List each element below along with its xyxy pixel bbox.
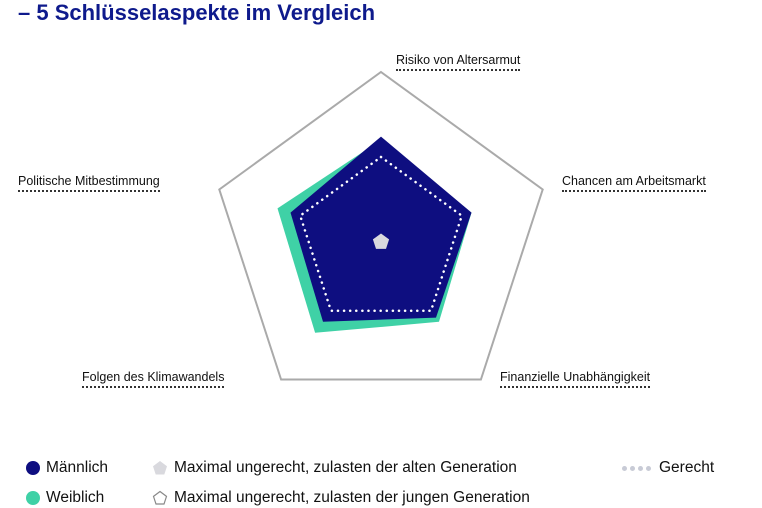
filled-pentagon-icon bbox=[152, 460, 168, 476]
outline-pentagon-icon bbox=[152, 490, 168, 506]
legend-label-gerecht: Gerecht bbox=[659, 459, 715, 476]
legend-label-weiblich: Weiblich bbox=[46, 489, 105, 506]
legend-label-max-alt: Maximal ungerecht, zulasten der alten Generation bbox=[174, 459, 517, 476]
legend-label-max-jung: Maximal ungerecht, zulasten der jungen Generation bbox=[174, 489, 530, 506]
dotted-line-icon bbox=[622, 466, 651, 471]
axis-label-altersarmut: Risiko von Altersarmut bbox=[396, 53, 520, 71]
legend-item-gerecht bbox=[622, 459, 714, 477]
axis-label-mitbestimmung: Politische Mitbestimmung bbox=[18, 174, 160, 192]
legend-item-max-alt bbox=[152, 459, 517, 477]
weiblich-dot-icon bbox=[26, 491, 40, 505]
legend-label-maennlich: Männlich bbox=[46, 459, 109, 476]
legend-item-weiblich bbox=[26, 489, 104, 507]
axis-label-klimawandel: Folgen des Klimawandels bbox=[82, 370, 224, 388]
series-layer bbox=[278, 137, 472, 333]
axis-label-unabhaengigkeit: Finanzielle Unabhängigkeit bbox=[500, 370, 650, 388]
axis-label-arbeitsmarkt: Chancen am Arbeitsmarkt bbox=[562, 174, 706, 192]
legend-item-maennlich bbox=[26, 459, 108, 477]
legend-item-max-jung bbox=[152, 489, 530, 507]
maennlich-dot-icon bbox=[26, 461, 40, 475]
chart-title: – 5 Schlüsselaspekte im Vergleich bbox=[18, 0, 376, 25]
